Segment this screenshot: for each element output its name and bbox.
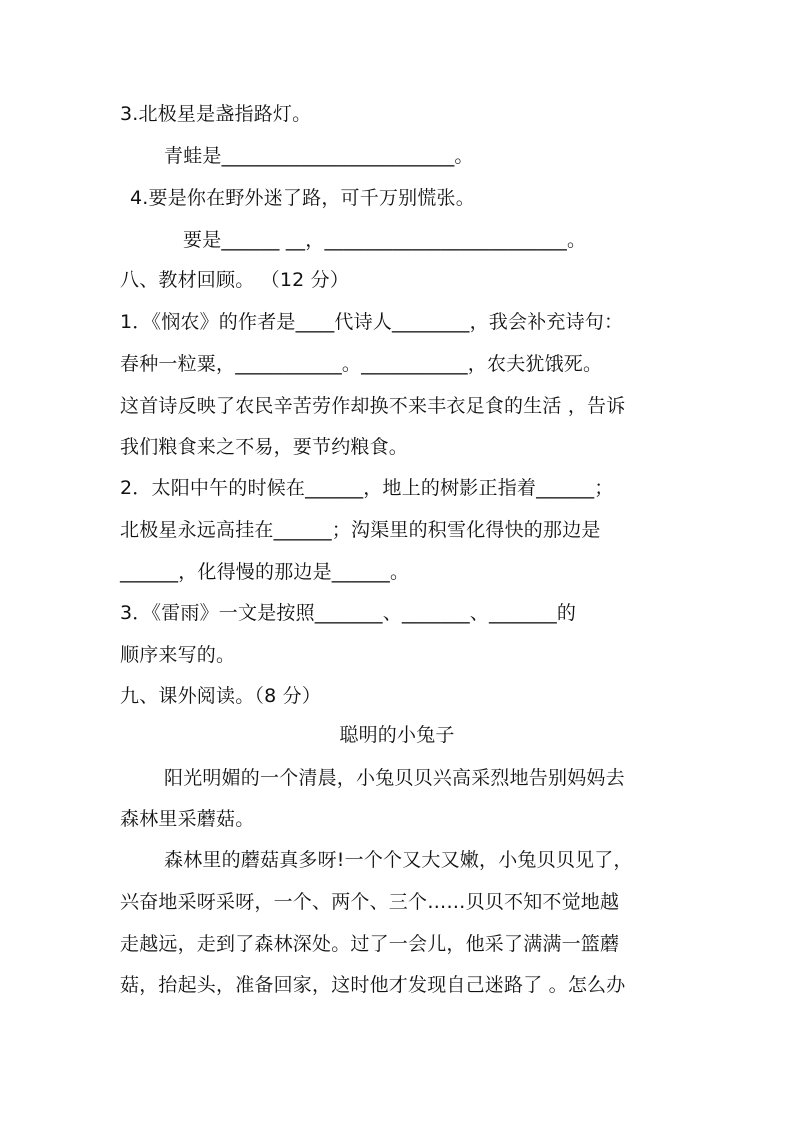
section-8-q1-line3: 这首诗反映了农民辛苦劳作却换不来丰衣足食的生活 ，告诉 [120, 395, 626, 417]
reading-para1-line1: 阳光明媚的一个清晨，小兔贝贝兴高采烈地告别妈妈去 [164, 767, 625, 789]
section-8-q1-line4: 我们粮食来之不易，要节约粮食。 [120, 436, 409, 458]
section-8-q1-line1: 1．《悯农》的作者是____代诗人________，我会补充诗句： [120, 311, 624, 333]
section-8-q3-line1: 3．《雷雨》一文是按照_______、_______、_______的 [120, 602, 577, 624]
section-8-q1-line2: 春种一粒粟，___________。___________，农夫犹饿死。 [120, 353, 603, 375]
item-3-fill-blank: 青蛙是________________________。 [164, 145, 474, 167]
reading-para2-line4: 菇，抬起头，准备回家，这时他才发现自己迷路了 。怎么办 [120, 974, 626, 996]
section-9-heading: 九、课外阅读。（8 分） [120, 685, 322, 707]
item-4-fill-blank: 要是______ __，_________________________。 [183, 229, 587, 251]
section-8-q2-line3: ______，化得慢的那边是______。 [120, 561, 410, 583]
reading-para2-line3: 走越远，走到了森林深处。过了一会儿，他采了满满一篮蘑 [120, 933, 620, 955]
item-4-sentence: 4.要是你在野外迷了路，可千万别慌张。 [130, 187, 475, 209]
reading-para2-line2: 兴奋地采呀采呀，一个、两个、三个……贝贝不知不觉地越 [120, 891, 620, 913]
section-8-q2-line1: 2．太阳中午的时候在______，地上的树影正指着______； [120, 477, 614, 499]
reading-para1-line2: 森林里采蘑菇。 [120, 808, 255, 830]
section-8-q2-line2: 北极星永远高挂在______；沟渠里的积雪化得快的那边是 [120, 519, 601, 541]
reading-title: 聪明的小兔子 [339, 724, 455, 746]
section-8-q3-line2: 顺序来写的。 [120, 644, 236, 666]
section-8-heading: 八、教材回顾。 （12 分） [120, 269, 350, 291]
reading-para2-line1: 森林里的蘑菇真多呀!一个个又大又嫩，小兔贝贝见了， [164, 849, 633, 871]
item-3-sentence: 3.北极星是盏指路灯。 [120, 103, 312, 125]
